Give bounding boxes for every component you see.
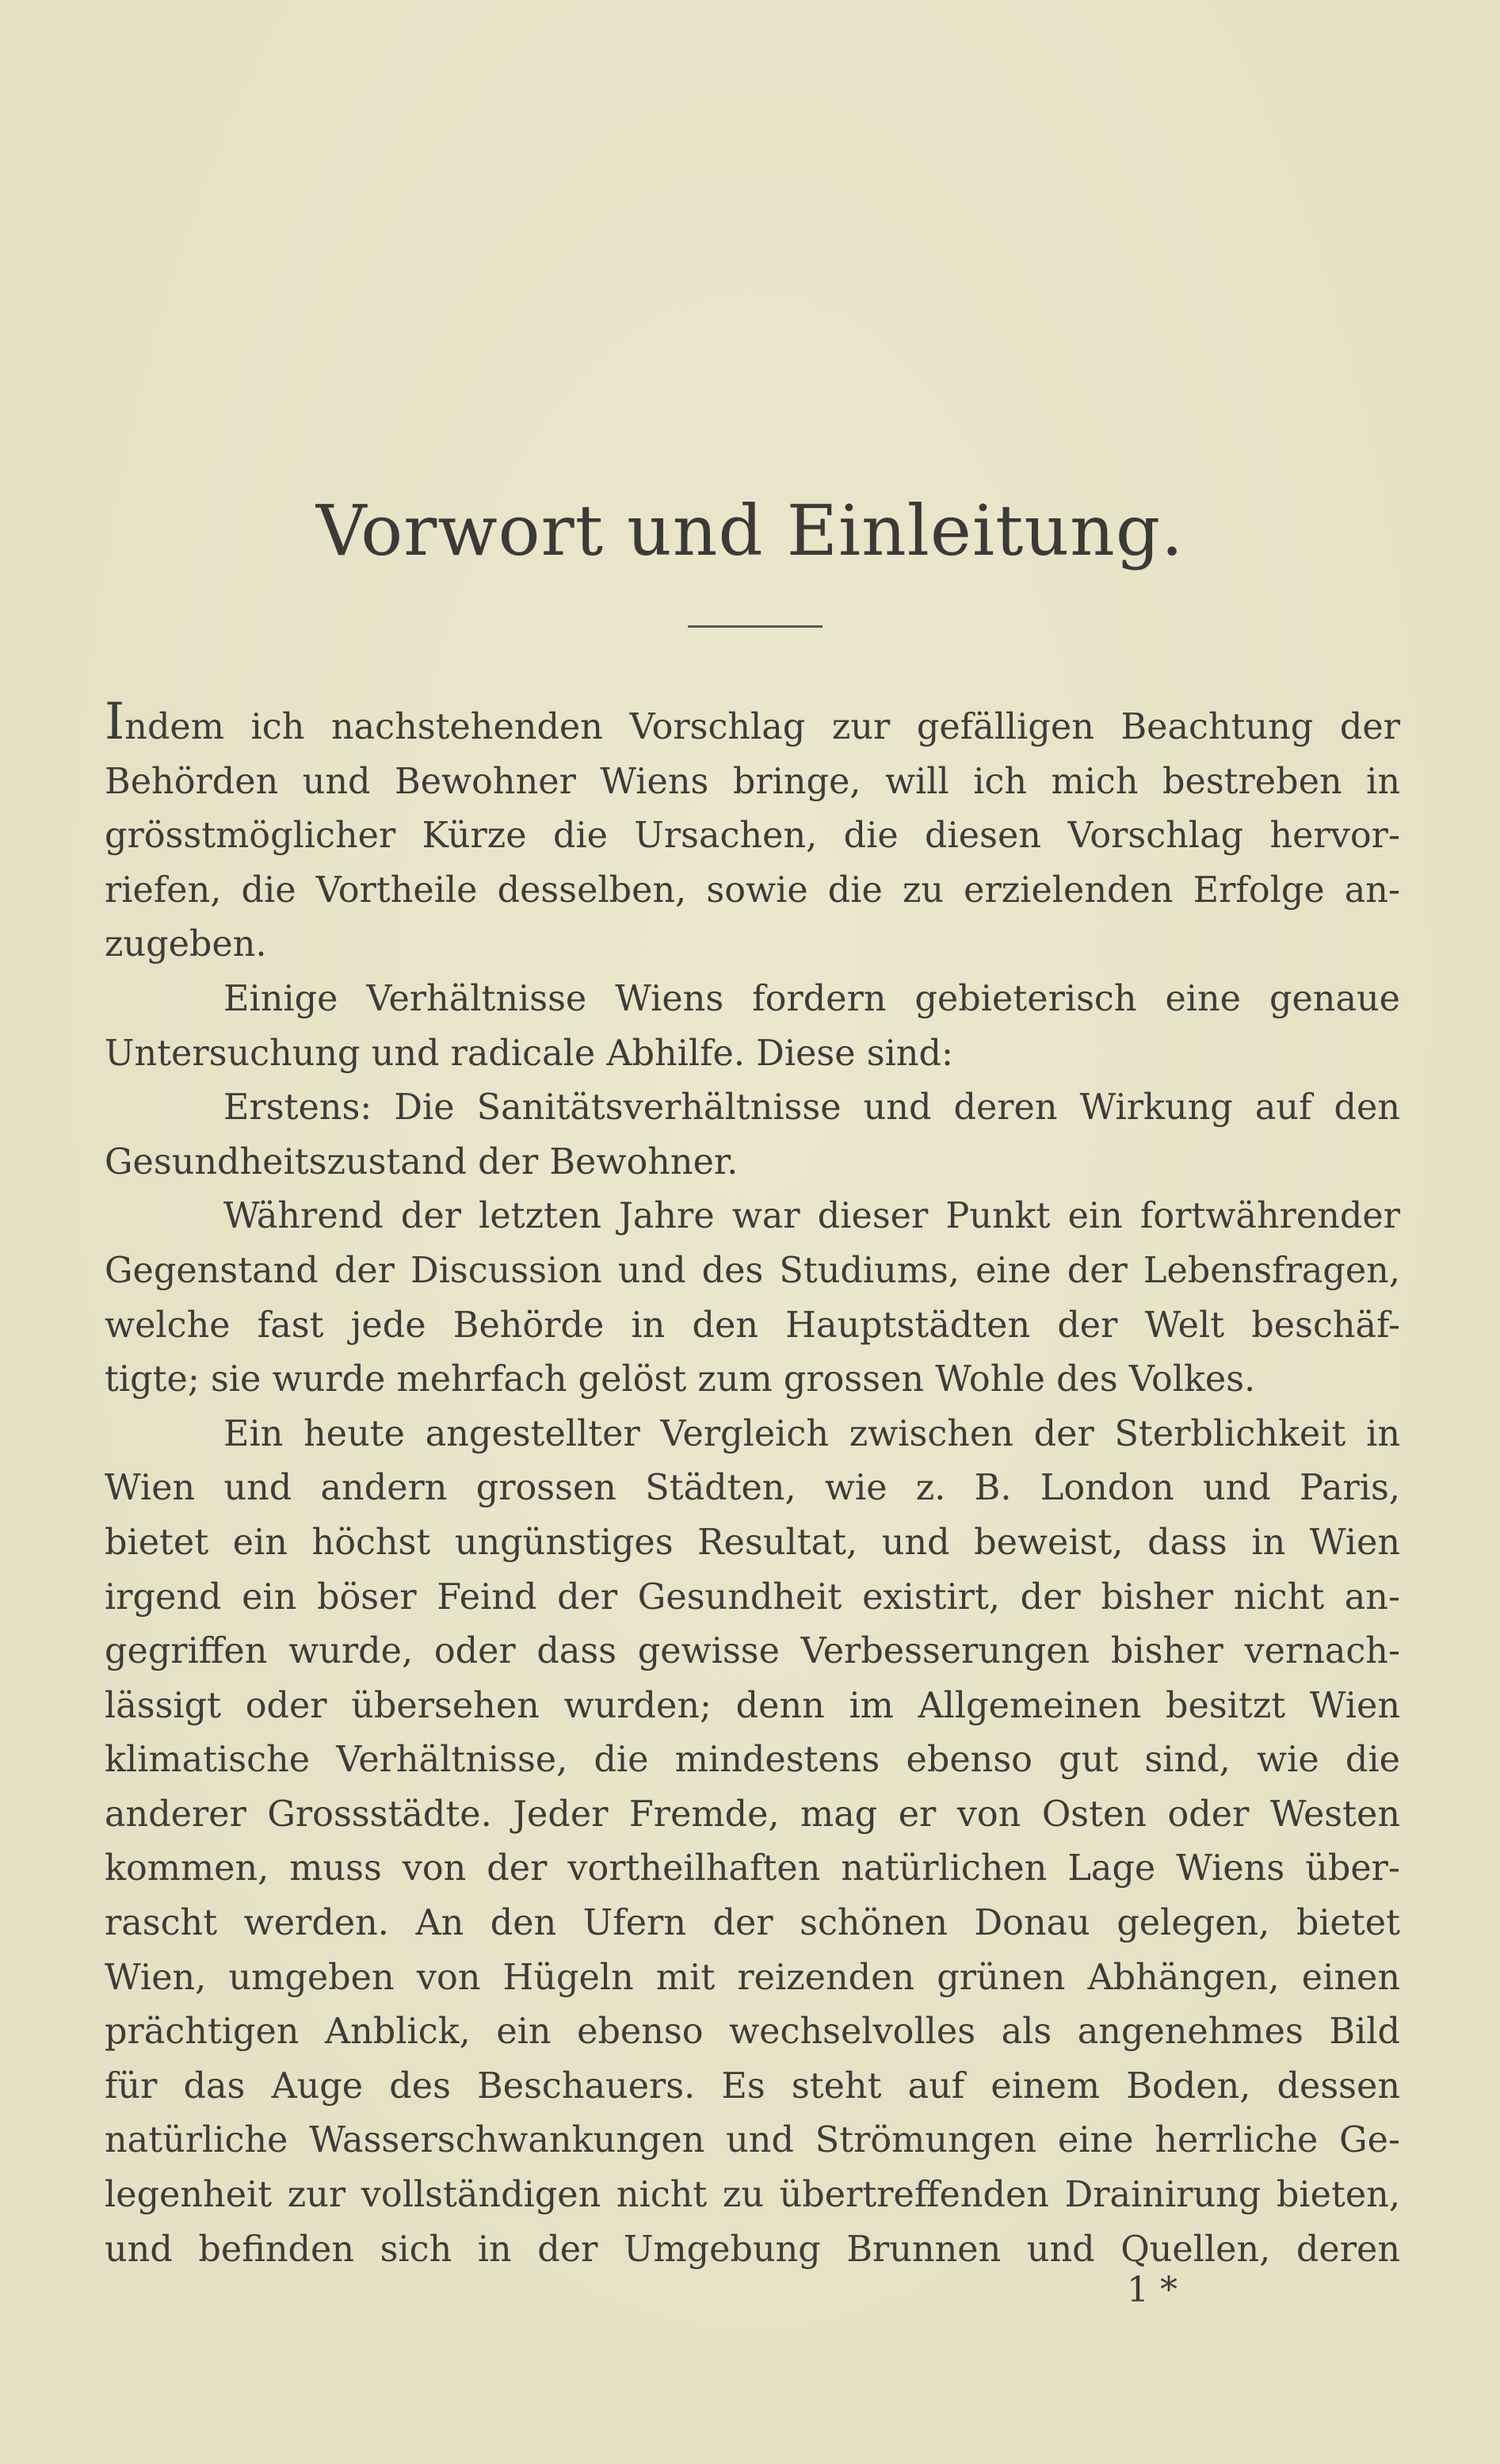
text-line: für das Auge des Beschauers. Es steht auf einem Boden, dessen xyxy=(105,2065,1400,2107)
text-line: bietet ein höchst ungünstiges Resultat, und beweist, dass in Wien xyxy=(105,1522,1400,1563)
text-line: lässigt oder übersehen wurden; denn im Allgemeinen besitzt Wien xyxy=(105,1685,1400,1726)
text-line: zugeben. xyxy=(105,924,267,965)
text-line: riefen, die Vortheile desselben, sowie die zu erzielenden Erfolge an- xyxy=(105,869,1400,911)
paragraph xyxy=(105,1081,1400,1190)
text-line: Untersuchung und radicale Abhilfe. Diese sind: xyxy=(105,1033,953,1074)
paragraph xyxy=(105,693,1400,972)
text-line: natürliche Wasserschwankungen und Strömungen eine herrliche Ge- xyxy=(105,2120,1400,2161)
text-line: Ein heute angestellter Vergleich zwischen der Sterblichkeit in xyxy=(223,1413,1400,1454)
text-line: Während der letzten Jahre war dieser Punkt ein fortwährender xyxy=(223,1196,1400,1237)
text-line: Indem ich nachstehenden Vorschlag zur gefälligen Beachtung der xyxy=(105,693,1400,751)
page-title: Vorwort und Einleitung. xyxy=(315,490,1185,571)
text-line: Behörden und Bewohner Wiens bringe, will ich mich bestreben in xyxy=(105,761,1400,802)
paragraph xyxy=(105,1190,1400,1407)
text-line: gegriffen wurde, oder dass gewisse Verbesserungen bisher vernach- xyxy=(105,1631,1400,1672)
paragraph xyxy=(105,972,1400,1081)
text-line: und befinden sich in der Umgebung Brunnen und Quellen, deren xyxy=(105,2229,1400,2270)
drop-cap: I xyxy=(105,693,125,751)
page-number: 1 * xyxy=(1127,2270,1177,2310)
paragraph xyxy=(105,1408,1400,2278)
text-line: Gesundheitszustand der Bewohner. xyxy=(105,1141,739,1182)
body-text xyxy=(105,693,1400,2277)
text-line: tigte; sie wurde mehrfach gelöst zum grossen Wohle des Volkes. xyxy=(105,1359,1256,1400)
text-line: rascht werden. An den Ufern der schönen Donau gelegen, bietet xyxy=(105,1903,1400,1944)
text-line: welche fast jede Behörde in den Hauptstädten der Welt beschäf- xyxy=(105,1305,1400,1346)
text-line: Erstens: Die Sanitätsverhältnisse und deren Wirkung auf den xyxy=(223,1087,1400,1129)
text-line: legenheit zur vollständigen nicht zu übertreffenden Drainirung bieten, xyxy=(105,2175,1400,2216)
text-line: irgend ein böser Feind der Gesundheit existirt, der bisher nicht an- xyxy=(105,1576,1400,1618)
text-line: klimatische Verhältnisse, die mindestens ebenso gut sind, wie die xyxy=(105,1740,1400,1781)
text-line: prächtigen Anblick, ein ebenso wechselvolles als angenehmes Bild xyxy=(105,2011,1400,2053)
text-line: grösstmöglicher Kürze die Ursachen, die diesen Vorschlag hervor- xyxy=(105,816,1400,857)
text-line: Gegenstand der Discussion und des Studiums, eine der Lebensfragen, xyxy=(105,1250,1400,1291)
text-line: Einige Verhältnisse Wiens fordern gebieterisch eine genaue xyxy=(223,978,1400,1019)
text-line: anderer Grossstädte. Jeder Fremde, mag er von Osten oder Westen xyxy=(105,1794,1400,1835)
text-line: kommen, muss von der vortheilhaften natürlichen Lage Wiens über- xyxy=(105,1848,1400,1889)
title-rule xyxy=(688,625,823,628)
text-line: Wien und andern grossen Städten, wie z. B. London und Paris, xyxy=(105,1468,1400,1509)
text-line: Wien, umgeben von Hügeln mit reizenden grünen Abhängen, einen xyxy=(105,1957,1400,1998)
